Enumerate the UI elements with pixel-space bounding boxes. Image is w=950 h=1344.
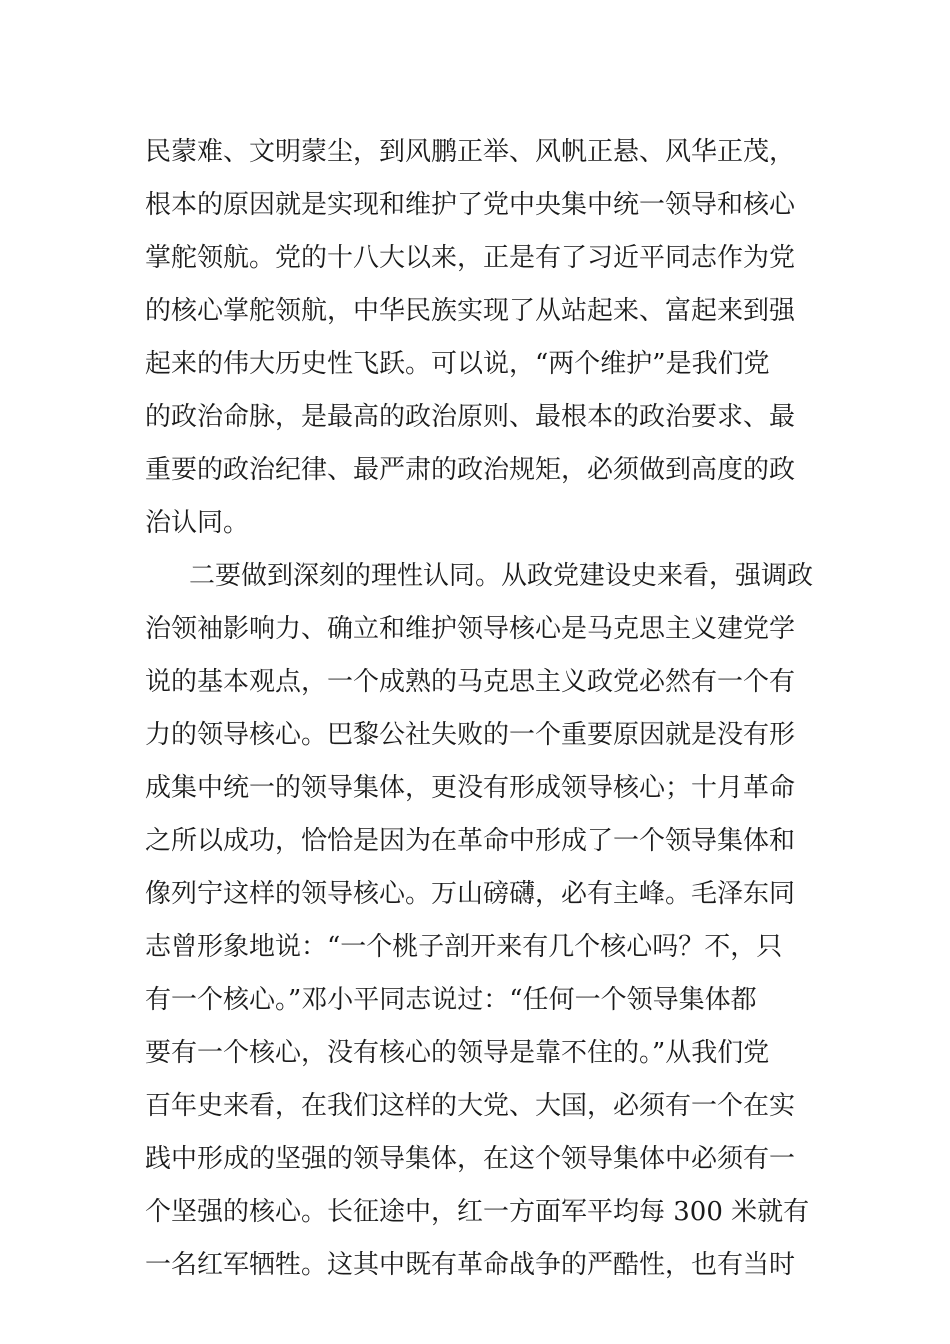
- text-line: 掌舵领航。党的十八大以来，正是有了习近平同志作为党: [145, 243, 796, 273]
- text-line: 像列宁这样的领导核心。万山磅礴，必有主峰。毛泽东同: [145, 879, 796, 909]
- text-line: 二要做到深刻的理性认同。从政党建设史来看，强调政: [189, 561, 814, 591]
- text-line: 起来的伟大历史性飞跃。可以说，“两个维护”是我们党: [145, 349, 770, 379]
- text-line: 重要的政治纪律、最严肃的政治规矩，必须做到高度的政: [145, 455, 796, 485]
- text-line: 根本的原因就是实现和维护了党中央集中统一领导和核心: [145, 190, 796, 220]
- body-text: [145, 126, 814, 1292]
- text-line: 民蒙难、文明蒙尘，到风鹏正举、风帆正悬、风华正茂，: [145, 137, 796, 167]
- text-line: 志曾形象地说：“一个桃子剖开来有几个核心吗？不，只: [145, 932, 783, 962]
- text-line: 之所以成功，恰恰是因为在革命中形成了一个领导集体和: [145, 826, 796, 856]
- text-line: 治领袖影响力、确立和维护领导核心是马克思主义建党学: [145, 614, 796, 644]
- text-line: 力的领导核心。巴黎公社失败的一个重要原因就是没有形: [145, 720, 796, 750]
- text-line: 个坚强的核心。长征途中，红一方面军平均每 300 米就有: [145, 1197, 810, 1227]
- text-line: 践中形成的坚强的领导集体，在这个领导集体中必须有一: [145, 1144, 796, 1174]
- text-line: 有一个核心。”邓小平同志说过：“任何一个领导集体都: [145, 985, 757, 1015]
- text-line: 百年史来看，在我们这样的大党、大国，必须有一个在实: [145, 1091, 796, 1121]
- text-line: 的政治命脉，是最高的政治原则、最根本的政治要求、最: [145, 402, 796, 432]
- text-line: 成集中统一的领导集体，更没有形成领导核心；十月革命: [145, 773, 796, 803]
- text-line: 一名红军牺牲。这其中既有革命战争的严酷性，也有当时: [145, 1250, 796, 1280]
- text-line: 治认同。: [145, 508, 250, 538]
- text-line: 说的基本观点，一个成熟的马克思主义政党必然有一个有: [145, 667, 796, 697]
- paragraph-2: [145, 550, 814, 1292]
- text-line: 要有一个核心，没有核心的领导是靠不住的。”从我们党: [145, 1038, 770, 1068]
- text-line: 的核心掌舵领航，中华民族实现了从站起来、富起来到强: [145, 296, 796, 326]
- paragraph-1: [145, 126, 810, 550]
